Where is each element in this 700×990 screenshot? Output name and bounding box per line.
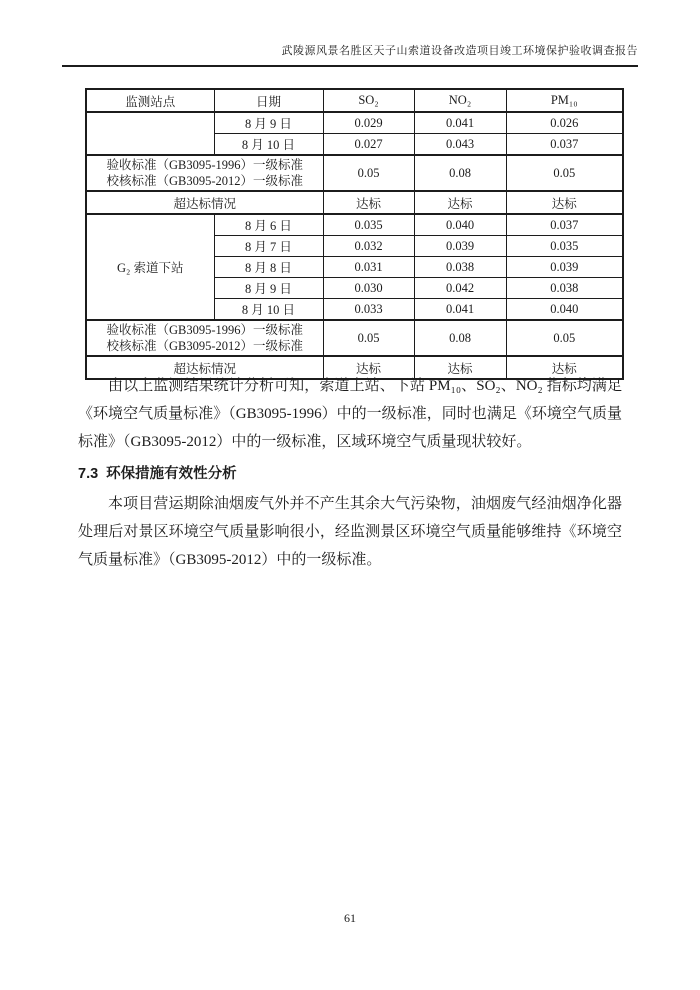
- paragraph-measures-effectiveness: 本项目营运期除油烟废气外并不产生其余大气污染物，油烟废气经油烟净化器处理后对景区环境空气质量影响很小，经监测景区环境空气质量能够维持《环境空气质量标准》（GB3095-2012）中的一级标准。: [78, 496, 622, 568]
- pm10-value-cell: 0.037: [506, 214, 623, 236]
- so2-value-cell: 0.032: [323, 236, 414, 257]
- status-row: [86, 191, 623, 214]
- standard-so2-cell: 0.05: [323, 320, 414, 356]
- date-cell: 8 月 9 日: [214, 278, 323, 299]
- station-cell: G₂ 索道下站: [86, 214, 214, 320]
- standard-pm10-cell: 0.05: [506, 155, 623, 191]
- standards-label-cell: [86, 155, 323, 191]
- monitoring-table: [85, 88, 624, 380]
- pm10-value-cell: 0.037: [506, 134, 623, 156]
- table-header-row: [86, 89, 623, 112]
- no2-value-cell: 0.042: [414, 278, 506, 299]
- standards-row: [86, 320, 623, 356]
- header-title: 武陵源风景名胜区天子山索道设备改造项目竣工环境保护验收调查报告: [281, 45, 638, 57]
- standard-no2-cell: 0.08: [414, 155, 506, 191]
- date-cell: 8 月 6 日: [214, 214, 323, 236]
- status-pm10-cell: 达标: [506, 356, 623, 379]
- standard-pm10-cell: 0.05: [506, 320, 623, 356]
- date-cell: 8 月 10 日: [214, 299, 323, 321]
- pm10-value-cell: 0.040: [506, 299, 623, 321]
- standards-label-cell: [86, 320, 323, 356]
- no2-value-cell: 0.039: [414, 236, 506, 257]
- pm10-value-cell: 0.035: [506, 236, 623, 257]
- date-cell: 8 月 9 日: [214, 112, 323, 134]
- standard-line-1: 验收标准（GB3095-1996）一级标准: [106, 323, 304, 337]
- col-header-so2: SO₂: [323, 89, 414, 112]
- col-header-station: 监测站点: [86, 89, 214, 112]
- station-cell: [86, 112, 214, 155]
- pm10-value-cell: 0.038: [506, 278, 623, 299]
- so2-value-cell: 0.033: [323, 299, 414, 321]
- pm10-value-cell: 0.026: [506, 112, 623, 134]
- standard-no2-cell: 0.08: [414, 320, 506, 356]
- col-header-no2: NO₂: [414, 89, 506, 112]
- status-so2-cell: 达标: [323, 191, 414, 214]
- pm10-value-cell: 0.039: [506, 257, 623, 278]
- col-header-pm10: PM₁₀: [506, 89, 623, 112]
- paragraph-air-quality-summary: 由以上监测结果统计分析可知，索道上站、下站 PM₁₀、SO₂、NO₂ 指标均满足《环境空气质量标准》（GB3095-1996）中的一级标准，同时也满足《环境空气质量标准》（GB3095-2012）中的一级标准，区域环境空气质量现状较好。: [78, 378, 622, 450]
- standard-line-2: 校核标准（GB3095-2012）一级标准: [106, 174, 304, 188]
- no2-value-cell: 0.041: [414, 299, 506, 321]
- page-number: 61: [344, 911, 356, 925]
- section-title: 环保措施有效性分析: [106, 466, 237, 482]
- so2-value-cell: 0.031: [323, 257, 414, 278]
- so2-value-cell: 0.027: [323, 134, 414, 156]
- status-label-cell: 超达标情况: [86, 356, 323, 379]
- section-heading: [78, 463, 622, 485]
- no2-value-cell: 0.038: [414, 257, 506, 278]
- date-cell: 8 月 7 日: [214, 236, 323, 257]
- so2-value-cell: 0.030: [323, 278, 414, 299]
- no2-value-cell: 0.040: [414, 214, 506, 236]
- page-header: [62, 42, 638, 67]
- standard-line-1: 验收标准（GB3095-1996）一级标准: [106, 158, 304, 172]
- standards-row: [86, 155, 623, 191]
- no2-value-cell: 0.041: [414, 112, 506, 134]
- status-pm10-cell: 达标: [506, 191, 623, 214]
- so2-value-cell: 0.035: [323, 214, 414, 236]
- status-label-cell: 超达标情况: [86, 191, 323, 214]
- body-text: [78, 372, 622, 574]
- table-row: [86, 112, 623, 134]
- status-no2-cell: 达标: [414, 191, 506, 214]
- standard-so2-cell: 0.05: [323, 155, 414, 191]
- date-cell: 8 月 10 日: [214, 134, 323, 156]
- col-header-date: 日期: [214, 89, 323, 112]
- status-no2-cell: 达标: [414, 356, 506, 379]
- standard-line-2: 校核标准（GB3095-2012）一级标准: [106, 339, 304, 353]
- table-row: [86, 214, 623, 236]
- status-so2-cell: 达标: [323, 356, 414, 379]
- no2-value-cell: 0.043: [414, 134, 506, 156]
- section-number: 7.3: [78, 466, 99, 482]
- date-cell: 8 月 8 日: [214, 257, 323, 278]
- so2-value-cell: 0.029: [323, 112, 414, 134]
